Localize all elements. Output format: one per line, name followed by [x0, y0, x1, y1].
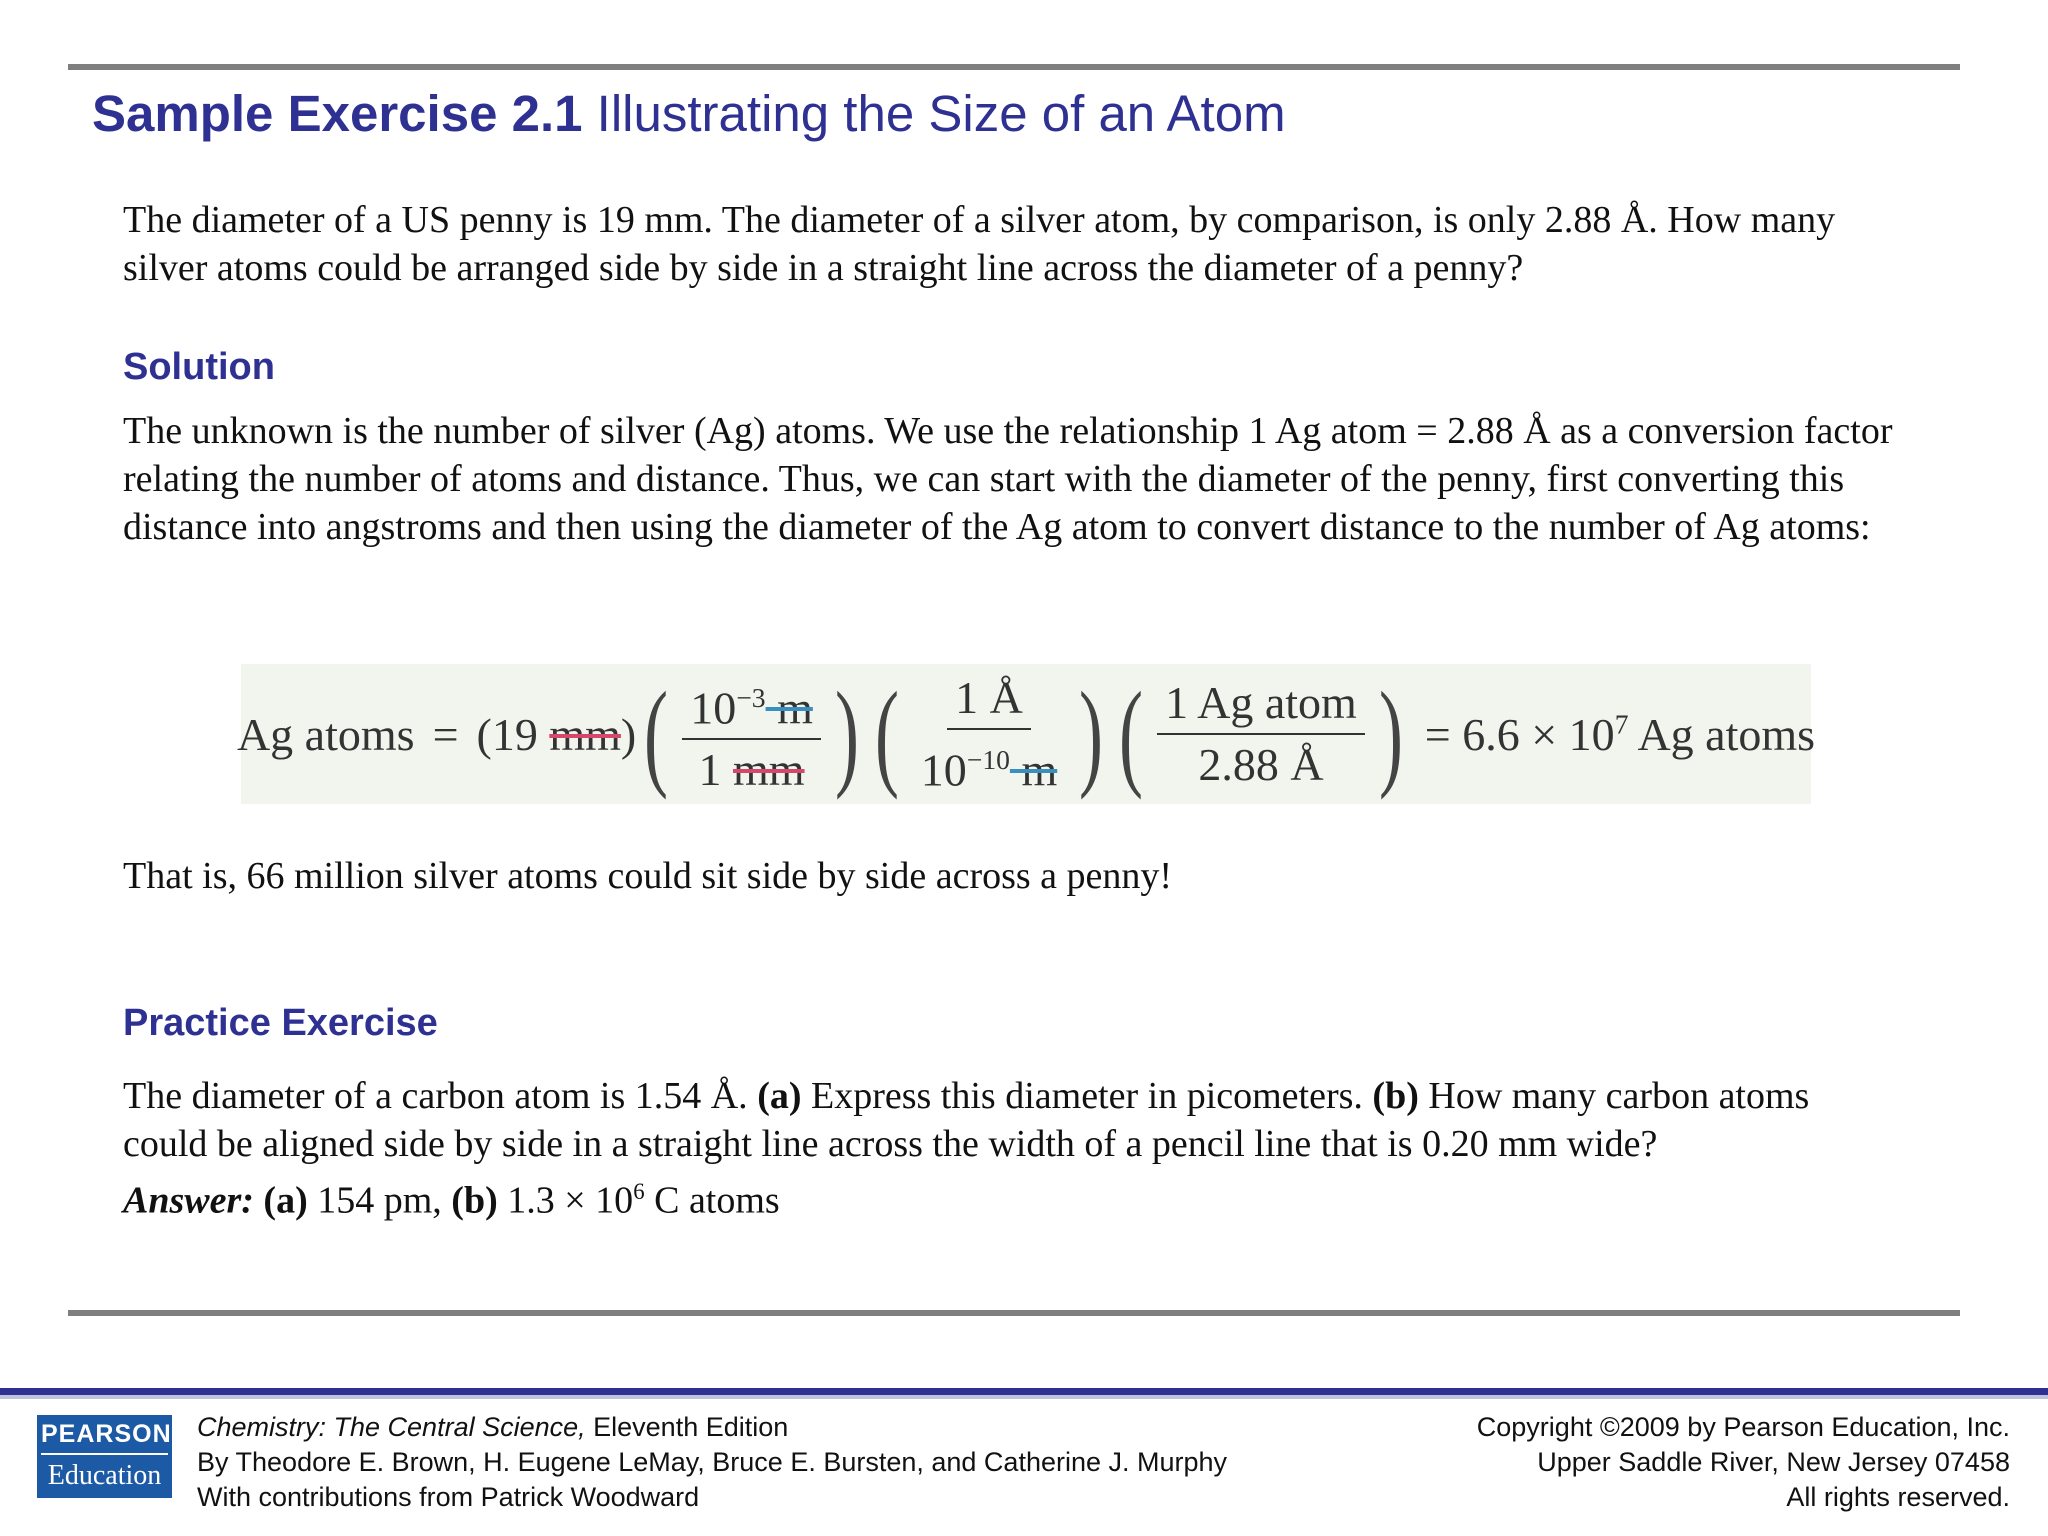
- footer-book-line: [197, 1410, 1227, 1445]
- footer-contributions: With contributions from Patrick Woodward: [197, 1482, 700, 1512]
- paren-open: (: [644, 667, 669, 800]
- main-content: [123, 196, 1903, 551]
- eq-given-close: ): [620, 708, 637, 760]
- paren-close: ): [1378, 667, 1403, 800]
- bottom-divider: [68, 1310, 1960, 1316]
- pearson-logo: [37, 1415, 172, 1498]
- frac2-den-base: 10: [920, 744, 967, 796]
- problem-statement: The diameter of a US penny is 19 mm. The diameter of a silver atom, by comparison, is only 2.88 Å. How many silver atoms could be arranged side by side in a straight line across the diameter of a penny?: [123, 199, 1836, 289]
- footer-edition: Eleventh Edition: [585, 1412, 789, 1442]
- fraction-m-to-angstrom: [907, 672, 1071, 796]
- logo-top-text: PEARSON: [41, 1415, 168, 1455]
- frac2-den-exp: −10: [966, 743, 1010, 775]
- paren-close: ): [1079, 667, 1104, 800]
- practice-b-label: (b): [1372, 1075, 1419, 1117]
- eq-result-exp: 7: [1614, 708, 1629, 740]
- eq-result-pre: = 6.6 × 10: [1424, 708, 1615, 760]
- paren-close: ): [834, 667, 859, 800]
- frac1-denominator: [690, 740, 812, 796]
- footer-rule-shadow: [0, 1395, 2048, 1399]
- answer-label: Answer:: [123, 1179, 254, 1222]
- footer-book-title: Chemistry: The Central Science,: [197, 1412, 586, 1442]
- frac3-denominator: 2.88 Å: [1198, 739, 1324, 790]
- footer-copyright-line: Copyright ©2009 by Pearson Education, Inc.: [1476, 1412, 2010, 1442]
- fraction-mm-to-m: [676, 672, 827, 796]
- title-number: Sample Exercise 2.1: [92, 85, 583, 142]
- fraction-angstrom-to-atoms: [1151, 677, 1371, 791]
- practice-heading: Practice Exercise: [123, 1002, 438, 1044]
- answer-b-label: (b): [451, 1179, 498, 1222]
- logo-bottom-text: Education: [47, 1460, 162, 1491]
- conversion-equation: [236, 664, 1816, 804]
- eq-given-unit-cancelled: mm: [549, 708, 621, 760]
- practice-text: [123, 1072, 1903, 1225]
- footer-citation: [197, 1410, 1227, 1515]
- eq-given-value: (19: [476, 708, 550, 760]
- answer-a-label: (a): [263, 1179, 308, 1222]
- conclusion-text: That is, 66 million silver atoms could sit side by side across a penny!: [123, 855, 1173, 897]
- footer-address: Upper Saddle River, New Jersey 07458: [1537, 1447, 2010, 1477]
- answer-b-pre: 1.3 × 10: [497, 1179, 634, 1222]
- practice-part2: Express this diameter in picometers.: [801, 1075, 1373, 1117]
- footer-rule: [0, 1388, 2048, 1395]
- eq-given: [477, 708, 637, 761]
- frac3-numerator: 1 Ag atom: [1157, 677, 1365, 735]
- frac1-num-exp: −3: [736, 681, 766, 713]
- solution-heading: Solution: [123, 346, 275, 388]
- practice-part1: The diameter of a carbon atom is 1.54 Å.: [123, 1075, 758, 1117]
- practice-part3: How many carbon atoms could be aligned side by side in a straight line across the width of a pencil line that is 0.20 mm wide?: [123, 1075, 1810, 1165]
- practice-a-label: (a): [757, 1075, 802, 1117]
- answer-b-post: C atoms: [644, 1179, 780, 1222]
- title-text: Illustrating the Size of an Atom: [582, 85, 1286, 142]
- eq-equals: =: [432, 708, 459, 760]
- solution-text: The unknown is the number of silver (Ag) atoms. We use the relationship 1 Ag atom = 2.88 Å as a conversion factor relating the number of atoms and distance. Thus, we can start with the diameter of the penny, first converting this distance into angstroms and then using the diameter of the Ag atom to convert distance to the number of Ag atoms:: [123, 410, 1893, 548]
- footer-rights: All rights reserved.: [1786, 1482, 2010, 1512]
- frac2-denominator: [913, 730, 1065, 796]
- top-divider: [68, 64, 1960, 70]
- frac1-num-unit: m: [765, 682, 813, 734]
- paren-open: (: [874, 667, 899, 800]
- eq-result: [1425, 708, 1815, 761]
- frac1-den-unit: mm: [732, 744, 805, 796]
- frac2-den-unit: m: [1009, 744, 1058, 796]
- frac1-num-base: 10: [690, 682, 737, 734]
- frac1-den-value: 1: [698, 744, 733, 796]
- answer-a: 154 pm,: [307, 1179, 452, 1222]
- frac2-numerator: 1 Å: [947, 672, 1031, 730]
- eq-lhs: Ag atoms: [236, 708, 415, 760]
- eq-result-post: Ag atoms: [1628, 708, 1816, 760]
- page-title: [92, 84, 1286, 143]
- footer-copyright: [1477, 1410, 2010, 1515]
- frac1-numerator: [682, 672, 821, 740]
- footer-authors: By Theodore E. Brown, H. Eugene LeMay, Bruce E. Bursten, and Catherine J. Murphy: [197, 1447, 1228, 1477]
- answer-b-exp: 6: [633, 1179, 645, 1204]
- paren-open: (: [1119, 667, 1144, 800]
